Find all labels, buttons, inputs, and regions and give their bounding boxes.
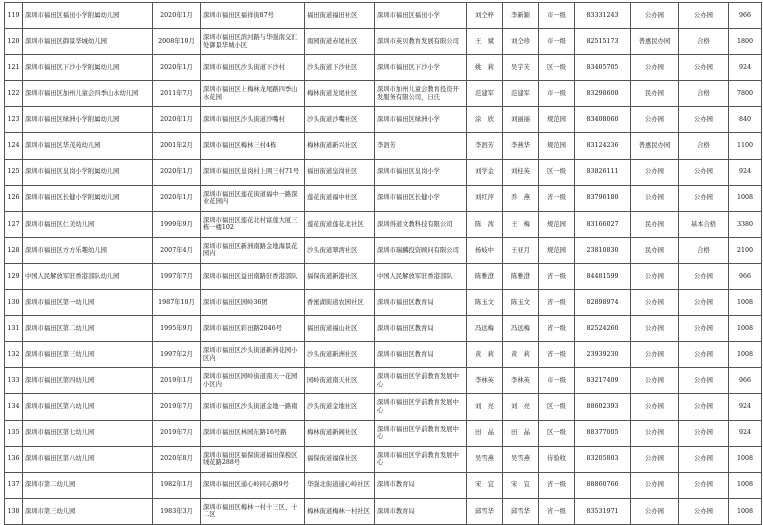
street-community-cell: 沙头街道下沙社区	[305, 55, 375, 81]
table-row	[5, 446, 762, 472]
kindergarten-name-cell: 深圳市福田区第三幼儿园	[23, 342, 153, 368]
ownership-type-cell: 民办园	[631, 81, 679, 107]
evaluation-cell: 公办园	[679, 185, 729, 211]
table-row	[5, 394, 762, 420]
phone-cell: 88860766	[575, 472, 631, 498]
ownership-type-cell: 公办园	[631, 159, 679, 185]
ownership-type-cell: 民办园	[631, 237, 679, 263]
founded-date-cell: 1982年1月	[153, 472, 201, 498]
organizer-cell: 深圳市福田区皇岗小学	[375, 159, 467, 185]
kindergarten-name-cell: 深圳市福田区下沙小学附属幼儿园	[23, 55, 153, 81]
organizer-cell: 深圳市瑞麟投资顾问有限公司	[375, 237, 467, 263]
founded-date-cell: 1987年10月	[153, 290, 201, 316]
legal-representative-cell: 冯远梅	[467, 316, 503, 342]
founded-date-cell: 2020年1月	[153, 55, 201, 81]
principal-cell: 刘仝珍	[503, 29, 539, 55]
capacity-cell: 924	[729, 394, 762, 420]
address-cell: 深圳市福田区沙头街道下沙村	[201, 55, 305, 81]
address-cell: 深圳市福田区莲花街道福中一路深业花园内	[201, 185, 305, 211]
row-number-cell: 130	[5, 290, 23, 316]
kindergarten-name-cell: 深圳市福田区第七幼儿园	[23, 420, 153, 446]
street-community-cell: 福保街道福保社区	[305, 446, 375, 472]
grade-level-cell: 市一级	[539, 29, 575, 55]
organizer-cell: 深圳市福田区下沙小学	[375, 55, 467, 81]
founded-date-cell: 1997年7月	[153, 263, 201, 289]
phone-cell: 82524260	[575, 316, 631, 342]
kindergarten-name-cell: 深圳市福田区加州儿童会四季山水幼儿园	[23, 81, 153, 107]
ownership-type-cell: 公办园	[631, 316, 679, 342]
organizer-cell: 深圳市教育局	[375, 472, 467, 498]
founded-date-cell: 2020年8月	[153, 446, 201, 472]
organizer-cell: 深圳市加州儿童会教育投资开发服务有限公司，日氏	[375, 81, 467, 107]
street-community-cell: 香蜜湖街道农园社区	[305, 290, 375, 316]
capacity-cell: 966	[729, 3, 762, 29]
kindergarten-name-cell: 深圳市福田区第八幼儿园	[23, 446, 153, 472]
street-community-cell: 梅林街道新兴社区	[305, 133, 375, 159]
row-number-cell: 123	[5, 107, 23, 133]
address-cell: 深圳市福田区沙头街道金地一路南	[201, 394, 305, 420]
table-row	[5, 237, 762, 263]
capacity-cell: 2100	[729, 237, 762, 263]
founded-date-cell: 2020年1月	[153, 159, 201, 185]
kindergarten-name-cell: 深圳市第三幼儿园	[23, 498, 153, 524]
row-number-cell: 131	[5, 316, 23, 342]
capacity-cell: 1008	[729, 472, 762, 498]
kindergarten-name-cell: 深圳市福田区第六幼儿园	[23, 394, 153, 420]
legal-representative-cell: 陈 茜	[467, 211, 503, 237]
legal-representative-cell: 吴雪燕	[467, 446, 503, 472]
phone-cell: 83331243	[575, 3, 631, 29]
principal-cell: 陈玉文	[503, 290, 539, 316]
row-number-cell: 121	[5, 55, 23, 81]
legal-representative-cell: 刘学金	[467, 159, 503, 185]
table-row	[5, 3, 762, 29]
organizer-cell: 深圳市福田区学前教育发展中心	[375, 368, 467, 394]
street-community-cell: 梅林街道梅林一村社区	[305, 498, 375, 524]
address-cell: 深圳市福田区上梅林龙尾路四季山水花园	[201, 81, 305, 107]
capacity-cell: 1008	[729, 185, 762, 211]
street-community-cell: 梅林街道龙尾社区	[305, 81, 375, 107]
founded-date-cell: 2011年7月	[153, 81, 201, 107]
legal-representative-cell: 姚 莉	[467, 55, 503, 81]
row-number-cell: 135	[5, 420, 23, 446]
address-cell: 深圳市福田区沙头街道新洲花园小区内	[201, 342, 305, 368]
grade-level-cell: 省一级	[539, 290, 575, 316]
address-cell: 深圳市福田区莲花北村富莲大厦三栋一楼102	[201, 211, 305, 237]
kindergarten-name-cell: 深圳市福田区华茂苑幼儿园	[23, 133, 153, 159]
ownership-type-cell: 民办园	[631, 211, 679, 237]
capacity-cell: 3380	[729, 211, 762, 237]
table-row	[5, 107, 762, 133]
legal-representative-cell: 范建军	[467, 81, 503, 107]
table-row	[5, 316, 762, 342]
capacity-cell: 1008	[729, 498, 762, 524]
table-row	[5, 290, 762, 316]
row-number-cell: 127	[5, 211, 23, 237]
ownership-type-cell: 普惠民办园	[631, 133, 679, 159]
principal-cell: 宋 宜	[503, 472, 539, 498]
grade-level-cell: 省一级	[539, 263, 575, 289]
ownership-type-cell: 公办园	[631, 420, 679, 446]
grade-level-cell: 省一级	[539, 472, 575, 498]
evaluation-cell: 公办园	[679, 394, 729, 420]
ownership-type-cell: 公办园	[631, 3, 679, 29]
row-number-cell: 132	[5, 342, 23, 368]
phone-cell: 82515173	[575, 29, 631, 55]
address-cell: 深圳市福田区梅林三村4栋	[201, 133, 305, 159]
principal-cell: 冯远梅	[503, 316, 539, 342]
founded-date-cell: 1999年9月	[153, 211, 201, 237]
table-body	[5, 3, 762, 525]
street-community-cell: 沙头街道新洲社区	[305, 342, 375, 368]
phone-cell: 83298600	[575, 81, 631, 107]
organizer-cell: 深圳市福田区学前教育发展中心	[375, 420, 467, 446]
capacity-cell: 7800	[729, 81, 762, 107]
founded-date-cell: 2019年1月	[153, 368, 201, 394]
principal-cell: 黄 莉	[503, 342, 539, 368]
founded-date-cell: 2019年7月	[153, 394, 201, 420]
kindergarten-name-cell: 深圳市福田区御景华城幼儿园	[23, 29, 153, 55]
capacity-cell: 1100	[729, 133, 762, 159]
founded-date-cell: 2001年2月	[153, 133, 201, 159]
principal-cell: 陈雅澄	[503, 263, 539, 289]
legal-representative-cell: 涂 欣	[467, 107, 503, 133]
evaluation-cell: 合格	[679, 133, 729, 159]
table-row	[5, 472, 762, 498]
evaluation-cell: 公办园	[679, 342, 729, 368]
phone-cell: 83166027	[575, 211, 631, 237]
evaluation-cell: 公办园	[679, 368, 729, 394]
ownership-type-cell: 公办园	[631, 185, 679, 211]
phone-cell: 83124236	[575, 133, 631, 159]
grade-level-cell: 规范园	[539, 237, 575, 263]
principal-cell: 李林英	[503, 368, 539, 394]
principal-cell: 田 晶	[503, 420, 539, 446]
grade-level-cell: 区一级	[539, 420, 575, 446]
kindergarten-name-cell: 深圳市福田区第二幼儿园	[23, 316, 153, 342]
row-number-cell: 136	[5, 446, 23, 472]
legal-representative-cell: 宋 宜	[467, 472, 503, 498]
capacity-cell: 924	[729, 420, 762, 446]
address-cell: 深圳市福田区梅林一村十三区、十二区	[201, 498, 305, 524]
ownership-type-cell: 公办园	[631, 55, 679, 81]
capacity-cell: 840	[729, 107, 762, 133]
street-community-cell: 莲花街道福中社区	[305, 185, 375, 211]
legal-representative-cell: 刘仝梓	[467, 3, 503, 29]
principal-cell: 吴雪燕	[503, 446, 539, 472]
grade-level-cell: 省一级	[539, 316, 575, 342]
principal-cell: 王亚月	[503, 237, 539, 263]
phone-cell: 88602393	[575, 394, 631, 420]
evaluation-cell: 公办园	[679, 290, 729, 316]
legal-representative-cell: 刘 亮	[467, 394, 503, 420]
row-number-cell: 129	[5, 263, 23, 289]
kindergarten-name-cell: 深圳市福田区绿洲小学附属幼儿园	[23, 107, 153, 133]
founded-date-cell: 2020年1月	[153, 3, 201, 29]
organizer-cell: 深圳市福田区教育局	[375, 290, 467, 316]
address-cell: 深圳市福田区滨河路与华强南交汇处御景华城小区	[201, 29, 305, 55]
grade-level-cell: 省一级	[539, 498, 575, 524]
founded-date-cell: 1997年2月	[153, 342, 201, 368]
street-community-cell: 福田街道福田社区	[305, 3, 375, 29]
principal-cell: 刘 亮	[503, 394, 539, 420]
legal-representative-cell: 李泗芳	[467, 133, 503, 159]
evaluation-cell: 公办园	[679, 263, 729, 289]
legal-representative-cell: 陈雅澄	[467, 263, 503, 289]
row-number-cell: 133	[5, 368, 23, 394]
organizer-cell: 深圳市福田区教育局	[375, 342, 467, 368]
ownership-type-cell: 公办园	[631, 498, 679, 524]
address-cell: 深圳市福田区沙头街道沙嘴村	[201, 107, 305, 133]
kindergarten-name-cell: 深圳市福田区方方乐趣幼儿园	[23, 237, 153, 263]
phone-cell: 23939230	[575, 342, 631, 368]
evaluation-cell: 合格	[679, 81, 729, 107]
address-cell: 深圳市福田区福保街道福田保税区绒花路288号	[201, 446, 305, 472]
legal-representative-cell: 杨岐中	[467, 237, 503, 263]
organizer-cell: 深圳市福田区绿洲小学	[375, 107, 467, 133]
table-row	[5, 55, 762, 81]
phone-cell: 83408060	[575, 107, 631, 133]
founded-date-cell: 2020年1月	[153, 107, 201, 133]
evaluation-cell: 公办园	[679, 55, 729, 81]
address-cell: 深圳市福田区新洲南路金地海景花园内	[201, 237, 305, 263]
founded-date-cell: 1995年9月	[153, 316, 201, 342]
kindergarten-name-cell: 深圳市福田区第一幼儿园	[23, 290, 153, 316]
organizer-cell: 深圳市英贝教育发展有限公司	[375, 29, 467, 55]
evaluation-cell: 合格	[679, 237, 729, 263]
organizer-cell: 深圳市教育局	[375, 498, 467, 524]
founded-date-cell: 2007年4月	[153, 237, 201, 263]
row-number-cell: 126	[5, 185, 23, 211]
grade-level-cell: 规范园	[539, 107, 575, 133]
grade-level-cell: 待验收	[539, 446, 575, 472]
address-cell: 深圳市福田区益田南路驻香港部队	[201, 263, 305, 289]
address-cell: 深圳市福田区福祥街87号	[201, 3, 305, 29]
ownership-type-cell: 公办园	[631, 263, 679, 289]
legal-representative-cell: 陈玉文	[467, 290, 503, 316]
grade-level-cell: 省一级	[539, 342, 575, 368]
principal-cell: 吴宇芙	[503, 55, 539, 81]
phone-cell: 83826111	[575, 159, 631, 185]
table-row	[5, 185, 762, 211]
evaluation-cell: 公办园	[679, 3, 729, 29]
table-row	[5, 29, 762, 55]
capacity-cell: 1008	[729, 342, 762, 368]
founded-date-cell: 2008年10月	[153, 29, 201, 55]
evaluation-cell: 公办园	[679, 472, 729, 498]
kindergarten-name-cell: 深圳市福田区皇岗小学附属幼儿园	[23, 159, 153, 185]
kindergarten-name-cell: 深圳市福田区仁美幼儿园	[23, 211, 153, 237]
kindergarten-name-cell: 中国人民解放军驻香港部队幼儿园	[23, 263, 153, 289]
row-number-cell: 134	[5, 394, 23, 420]
ownership-type-cell: 公办园	[631, 290, 679, 316]
organizer-cell: 深圳市福田区长健小学	[375, 185, 467, 211]
ownership-type-cell: 公办园	[631, 446, 679, 472]
row-number-cell: 137	[5, 472, 23, 498]
phone-cell: 82898974	[575, 290, 631, 316]
legal-representative-cell: 李林英	[467, 368, 503, 394]
ownership-type-cell: 普惠民办园	[631, 29, 679, 55]
capacity-cell: 1008	[729, 316, 762, 342]
principal-cell: 李燕华	[503, 133, 539, 159]
evaluation-cell: 基本合格	[679, 211, 729, 237]
evaluation-cell: 公办园	[679, 107, 729, 133]
row-number-cell: 120	[5, 29, 23, 55]
phone-cell: 83796180	[575, 185, 631, 211]
ownership-type-cell: 公办园	[631, 394, 679, 420]
principal-cell: 王 梅	[503, 211, 539, 237]
capacity-cell: 966	[729, 368, 762, 394]
street-community-cell: 福保街道新港社区	[305, 263, 375, 289]
organizer-cell: 深圳市福田区学前教育发展中心	[375, 446, 467, 472]
organizer-cell: 中国人民解放军驻香港部队	[375, 263, 467, 289]
address-cell: 深圳市福田区皇岗村上围三村71号	[201, 159, 305, 185]
street-community-cell: 沙头街道翠湾社区	[305, 237, 375, 263]
legal-representative-cell: 王 斌	[467, 29, 503, 55]
street-community-cell: 沙头街道沙嘴社区	[305, 107, 375, 133]
phone-cell: 83405705	[575, 55, 631, 81]
phone-cell: 83531971	[575, 498, 631, 524]
legal-representative-cell: 黄 莉	[467, 342, 503, 368]
grade-level-cell: 市一级	[539, 81, 575, 107]
grade-level-cell: 规范园	[539, 211, 575, 237]
table-row	[5, 211, 762, 237]
founded-date-cell: 1983年3月	[153, 498, 201, 524]
table-row	[5, 263, 762, 289]
table-row	[5, 498, 762, 524]
grade-level-cell: 市一级	[539, 3, 575, 29]
address-cell: 深圳市福田区通心岭同心路9号	[201, 472, 305, 498]
kindergarten-name-cell: 深圳市福田区第四幼儿园	[23, 368, 153, 394]
evaluation-cell: 公办园	[679, 420, 729, 446]
phone-cell: 84481599	[575, 263, 631, 289]
grade-level-cell: 区一级	[539, 55, 575, 81]
ownership-type-cell: 公办园	[631, 472, 679, 498]
row-number-cell: 124	[5, 133, 23, 159]
organizer-cell: 深圳市福田区学前教育发展中心	[375, 394, 467, 420]
capacity-cell: 924	[729, 55, 762, 81]
ownership-type-cell: 公办园	[631, 368, 679, 394]
principal-cell: 刘丽丽	[503, 107, 539, 133]
street-community-cell: 福田街道福山社区	[305, 316, 375, 342]
capacity-cell: 1008	[729, 446, 762, 472]
row-number-cell: 119	[5, 3, 23, 29]
evaluation-cell: 公办园	[679, 446, 729, 472]
legal-representative-cell: 邱雪华	[467, 498, 503, 524]
ownership-type-cell: 公办园	[631, 107, 679, 133]
street-community-cell: 福田街道皇岗社区	[305, 159, 375, 185]
capacity-cell: 1800	[729, 29, 762, 55]
organizer-cell: 深圳得道文教科技有限公司	[375, 211, 467, 237]
organizer-cell: 深圳市福田区教育局	[375, 316, 467, 342]
street-community-cell: 华强北街道通心岭社区	[305, 472, 375, 498]
table-row	[5, 159, 762, 185]
phone-cell: 23810830	[575, 237, 631, 263]
street-community-cell: 沙头街道金地社区	[305, 394, 375, 420]
street-community-cell: 梅林街道新阁社区	[305, 420, 375, 446]
organizer-cell: 深圳市福田区福田小学	[375, 3, 467, 29]
capacity-cell: 1008	[729, 290, 762, 316]
table-row	[5, 368, 762, 394]
table-row	[5, 81, 762, 107]
evaluation-cell: 公办园	[679, 159, 729, 185]
row-number-cell: 138	[5, 498, 23, 524]
kindergarten-name-cell: 深圳市第二幼儿园	[23, 472, 153, 498]
table-row	[5, 133, 762, 159]
principal-cell: 乔 燕	[503, 185, 539, 211]
phone-cell: 83217409	[575, 368, 631, 394]
legal-representative-cell: 刘红萍	[467, 185, 503, 211]
table-row	[5, 342, 762, 368]
principal-cell: 刘桂英	[503, 159, 539, 185]
row-number-cell: 125	[5, 159, 23, 185]
address-cell: 深圳市福田区园岭街道南天一花园小区内	[201, 368, 305, 394]
evaluation-cell: 公办园	[679, 498, 729, 524]
ownership-type-cell: 公办园	[631, 342, 679, 368]
founded-date-cell: 2019年7月	[153, 420, 201, 446]
organizer-cell: 李泗芳	[375, 133, 467, 159]
phone-cell: 88377005	[575, 420, 631, 446]
kindergarten-name-cell: 深圳市福田区福田小学附属幼儿园	[23, 3, 153, 29]
kindergarten-table	[4, 2, 762, 525]
evaluation-cell: 公办园	[679, 316, 729, 342]
phone-cell: 83205803	[575, 446, 631, 472]
legal-representative-cell: 田 晶	[467, 420, 503, 446]
principal-cell: 范建军	[503, 81, 539, 107]
capacity-cell: 924	[729, 159, 762, 185]
address-cell: 深圳市福田区园岭36团	[201, 290, 305, 316]
grade-level-cell: 市一级	[539, 368, 575, 394]
capacity-cell: 966	[729, 263, 762, 289]
kindergarten-name-cell: 深圳市福田区长健小学附属幼儿园	[23, 185, 153, 211]
table-row	[5, 420, 762, 446]
principal-cell: 邱雪华	[503, 498, 539, 524]
address-cell: 深圳市福田区彩田路2046号	[201, 316, 305, 342]
grade-level-cell: 区一级	[539, 394, 575, 420]
street-community-cell: 园岭街道南天社区	[305, 368, 375, 394]
evaluation-cell: 合格	[679, 29, 729, 55]
founded-date-cell: 2020年1月	[153, 185, 201, 211]
grade-level-cell: 区一级	[539, 159, 575, 185]
street-community-cell: 莲花街道莲花北社区	[305, 211, 375, 237]
grade-level-cell: 规范园	[539, 133, 575, 159]
row-number-cell: 128	[5, 237, 23, 263]
street-community-cell: 南园街道赤尾社区	[305, 29, 375, 55]
grade-level-cell: 省一级	[539, 185, 575, 211]
principal-cell: 李新颖	[503, 3, 539, 29]
address-cell: 深圳市福田区林园东路16号路	[201, 420, 305, 446]
row-number-cell: 122	[5, 81, 23, 107]
